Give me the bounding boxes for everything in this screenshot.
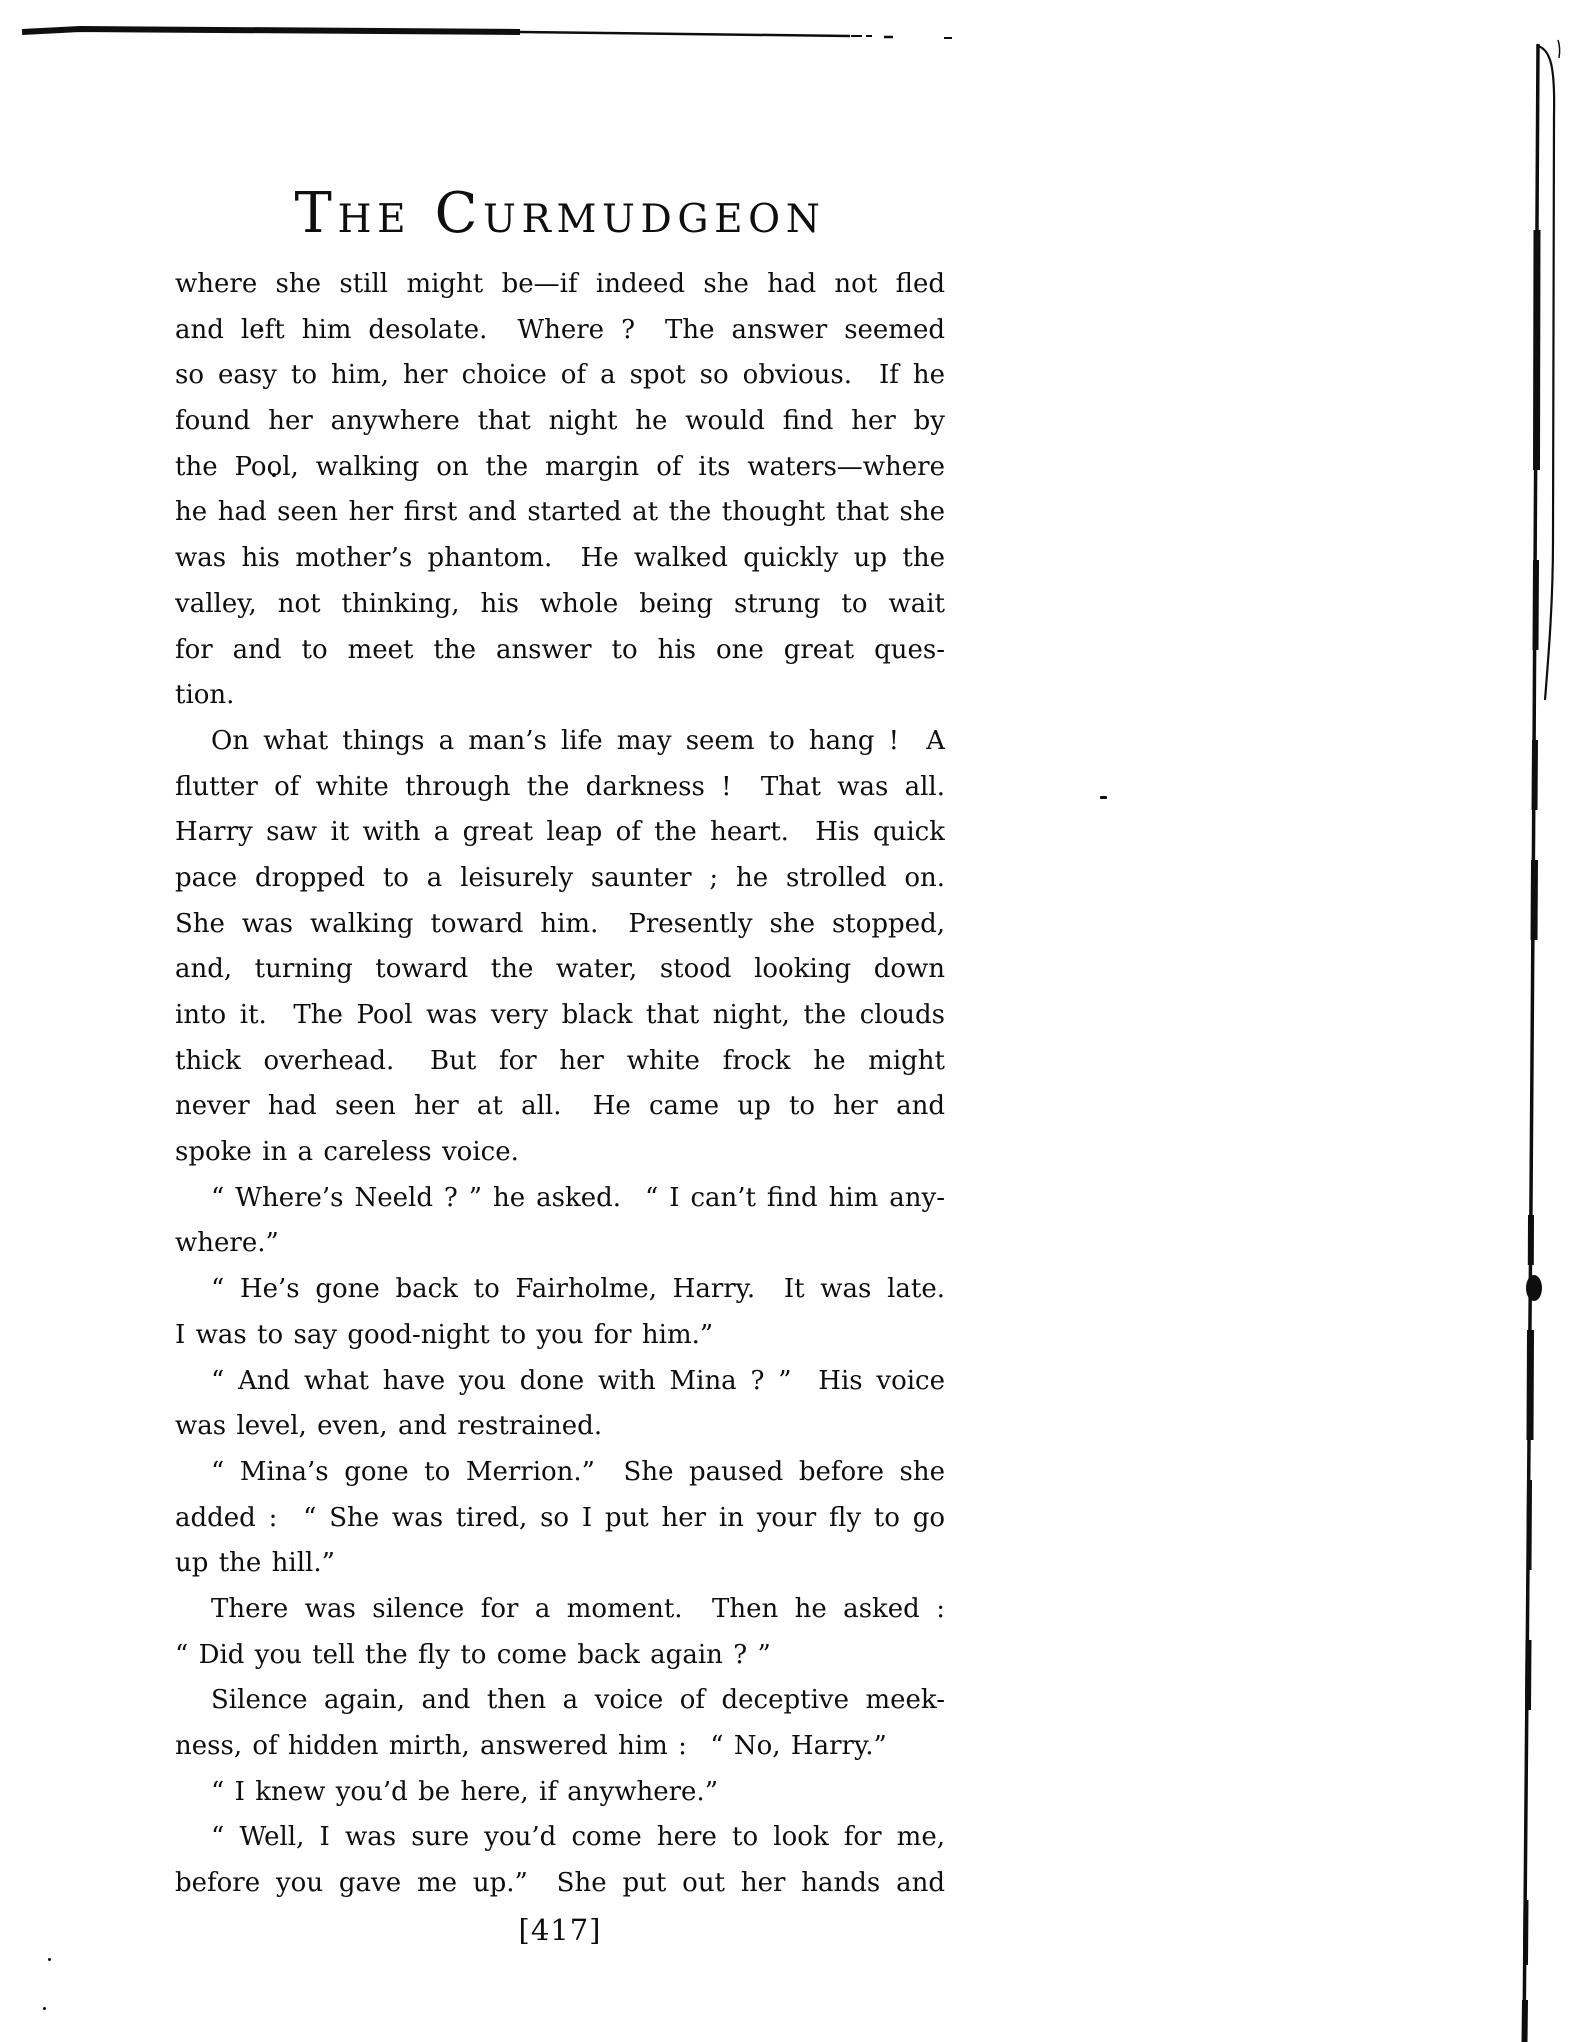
text-line: before you gave me up.” She put out her hands and <box>175 1868 945 1899</box>
text-line: I was to say good-night to you for him.” <box>175 1319 714 1350</box>
text-line: where.” <box>175 1228 279 1259</box>
text-line: On what things a man’s life may seem to hang ! A <box>211 725 945 756</box>
text-line: added : “ She was tired, so I put her in your fly to go <box>175 1502 945 1533</box>
body-text <box>175 262 945 1907</box>
text-line: pace dropped to a leisurely saunter ; he strolled on. <box>175 862 945 893</box>
page-title: The Curmudgeon <box>294 181 826 246</box>
text-line: “ Where’s Neeld ? ” he asked. “ I can’t find him any- <box>211 1182 945 1213</box>
scan-speck <box>48 1958 51 1961</box>
text-line: tion. <box>175 680 235 711</box>
text-line: “ And what have you done with Mina ? ” His voice <box>211 1365 945 1396</box>
text-line: was his mother’s phantom. He walked quickly up the <box>175 543 945 574</box>
text-line: “ He’s gone back to Fairholme, Harry. It was late. <box>211 1274 945 1305</box>
text-line: There was silence for a moment. Then he asked : <box>211 1593 945 1624</box>
text-line: “ Did you tell the fly to come back again ? ” <box>175 1639 771 1670</box>
text-line: “ Well, I was sure you’d come here to look for me, <box>211 1822 945 1853</box>
text-line: and left him desolate. Where ? The answer seemed <box>175 314 945 345</box>
text-line: Silence again, and then a voice of deceptive meek- <box>211 1685 945 1716</box>
scan-artifact-top-edge <box>0 0 1000 60</box>
text-line: for and to meet the answer to his one great ques- <box>175 634 945 665</box>
text-line: where she still might be—if indeed she had not fled <box>175 269 945 299</box>
text-line: flutter of white through the darkness ! That was all. <box>175 771 945 802</box>
scan-artifact-right-edge <box>1500 0 1577 2042</box>
text-line: “ Mina’s gone to Merrion.” She paused before she <box>211 1456 945 1487</box>
text-line: and, turning toward the water, stood looking down <box>175 954 945 985</box>
text-line: Harry saw it with a great leap of the heart. His quick <box>175 817 945 848</box>
text-line: so easy to him, her choice of a spot so obvious. If he <box>175 360 945 391</box>
scan-speck <box>1100 796 1107 799</box>
scan-speck <box>43 2007 46 2010</box>
text-line: “ I knew you’d be here, if anywhere.” <box>211 1776 718 1807</box>
text-line: ness, of hidden mirth, answered him : “ No, Harry.” <box>175 1731 887 1761</box>
text-line: thick overhead. But for her white frock he might <box>175 1045 945 1076</box>
text-line: spoke in a careless voice. <box>175 1137 519 1168</box>
text-line: into it. The Pool was very black that night, the clouds <box>175 1000 945 1030</box>
text-line: valley, not thinking, his whole being strung to wait <box>175 588 945 619</box>
text-line: he had seen her first and started at the thought that she <box>175 497 945 528</box>
text-line: up the hill.” <box>175 1548 335 1579</box>
text-line: the Pool, walking on the margin of its waters—where <box>175 451 945 482</box>
text-line: was level, even, and restrained. <box>175 1411 603 1442</box>
text-line: never had seen her at all. He came up to her and <box>175 1091 945 1122</box>
text-line: found her anywhere that night he would find her by <box>175 406 945 437</box>
page-number: [417] <box>518 1912 602 1947</box>
text-column <box>175 181 945 1947</box>
text-line: She was walking toward him. Presently she stopped, <box>175 908 945 939</box>
